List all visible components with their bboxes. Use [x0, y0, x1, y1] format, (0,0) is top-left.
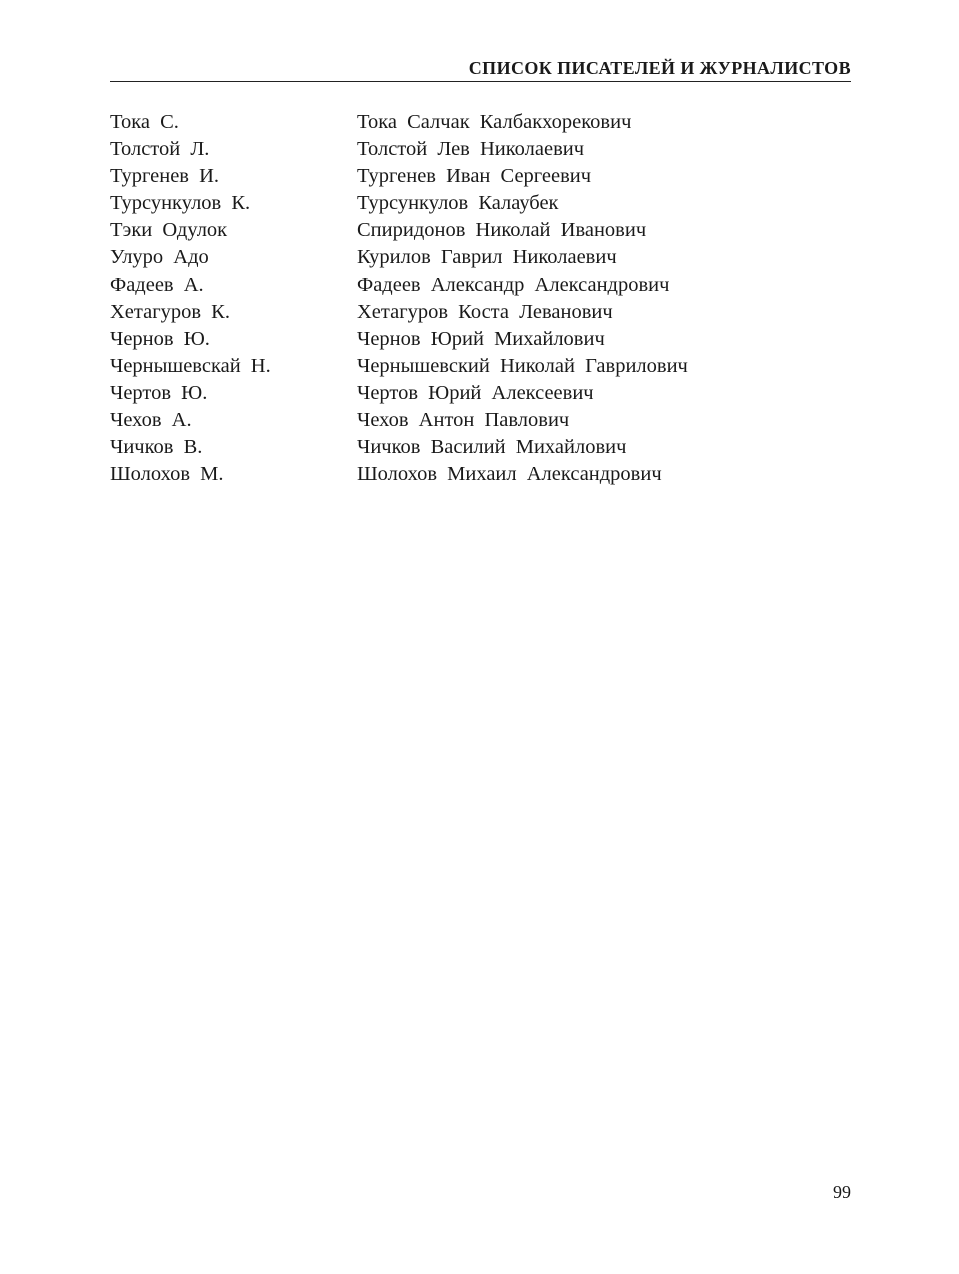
full-name: Турсункулов Калаубек	[357, 192, 559, 215]
full-name: Тургенев Иван Сергеевич	[357, 165, 592, 188]
list-item	[110, 136, 851, 163]
writers-list	[110, 109, 851, 488]
short-name: Улуро Адо	[110, 246, 209, 269]
short-name: Чертов Ю.	[110, 381, 208, 404]
header-title: СПИСОК ПИСАТЕЛЕЙ И ЖУРНАЛИСТОВ	[468, 58, 851, 78]
full-name: Чичков Василий Михайлович	[357, 436, 627, 459]
list-item	[110, 326, 851, 353]
short-name: Чехов А.	[110, 409, 192, 432]
full-name: Чернов Юрий Михайлович	[357, 327, 605, 350]
short-name: Тэки Одулок	[110, 219, 228, 242]
short-name: Чернов Ю.	[110, 327, 210, 350]
running-header	[110, 56, 851, 82]
list-item	[110, 190, 851, 217]
list-item	[110, 109, 851, 136]
short-name: Турсункулов К.	[110, 192, 251, 215]
list-item	[110, 244, 851, 271]
list-item	[110, 272, 851, 299]
full-name: Курилов Гаврил Николаевич	[357, 246, 617, 269]
short-name: Чичков В.	[110, 436, 203, 459]
list-item	[110, 407, 851, 434]
list-item	[110, 217, 851, 244]
full-name: Чертов Юрий Алексеевич	[357, 381, 594, 404]
page-number: 99	[833, 1182, 851, 1202]
list-item	[110, 380, 851, 407]
list-item	[110, 353, 851, 380]
full-name: Толстой Лев Николаевич	[357, 138, 585, 161]
list-item	[110, 163, 851, 190]
full-name: Фадеев Александр Александрович	[357, 273, 670, 296]
full-name: Спиридонов Николай Иванович	[357, 219, 647, 242]
full-name: Тока Салчак Калбакхорекович	[357, 111, 632, 133]
short-name: Тургенев И.	[110, 165, 220, 188]
short-name: Шолохов М.	[110, 463, 224, 486]
list-item	[110, 434, 851, 461]
short-name: Хетагуров К.	[110, 300, 230, 323]
full-name: Шолохов Михаил Александрович	[357, 463, 662, 486]
short-name: Фадеев А.	[110, 273, 204, 296]
list-item	[110, 461, 851, 488]
short-name: Тока С.	[110, 111, 179, 133]
full-name: Чехов Антон Павлович	[357, 409, 570, 432]
full-name: Чернышевский Николай Гаврилович	[357, 354, 688, 377]
short-name: Чернышевскай Н.	[110, 354, 271, 377]
list-item	[110, 299, 851, 326]
full-name: Хетагуров Коста Леванович	[357, 300, 613, 323]
short-name: Толстой Л.	[110, 138, 210, 161]
